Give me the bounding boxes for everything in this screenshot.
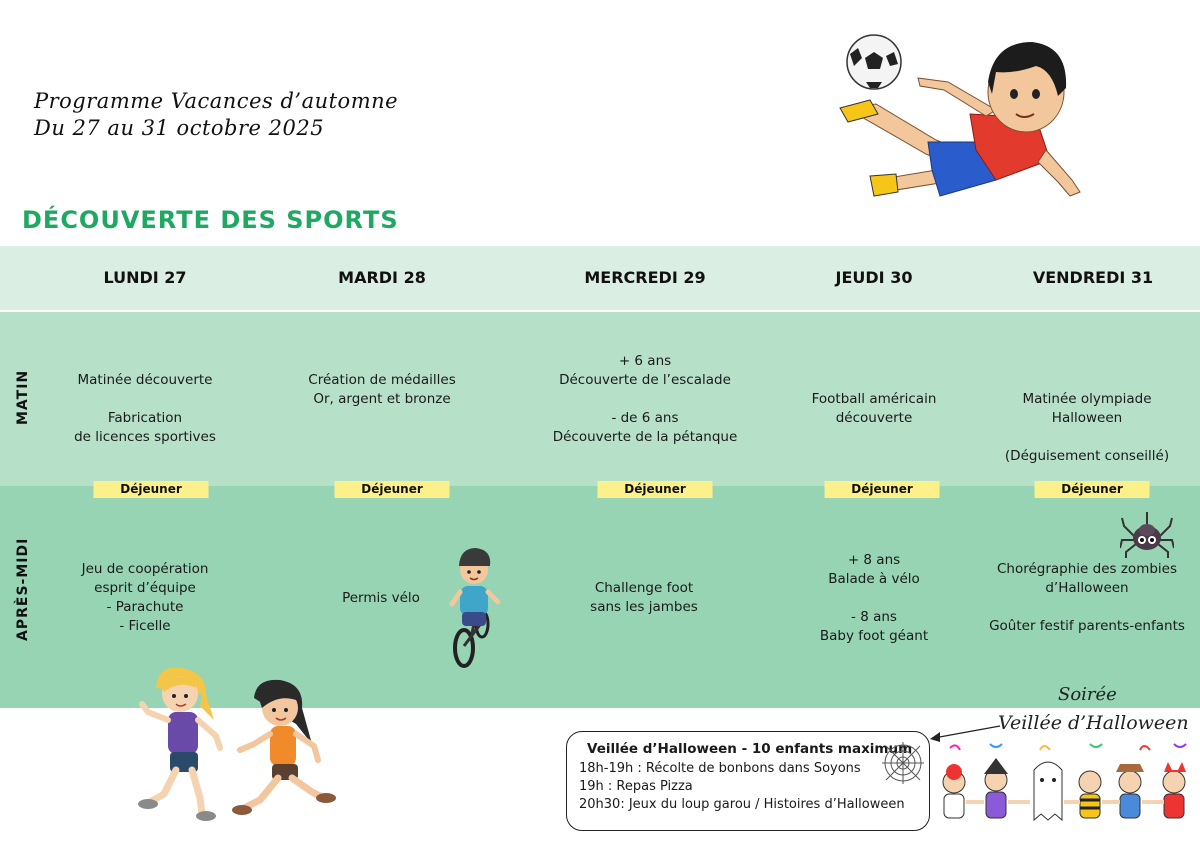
day-header-vendredi: VENDREDI 31 xyxy=(1032,268,1154,287)
cell-line xyxy=(27,390,263,409)
afternoon-cell-vendredi xyxy=(969,560,1200,636)
morning-cell-mercredi xyxy=(527,352,763,447)
cell-line: Balade à vélo xyxy=(828,571,920,587)
cyclist-illustration xyxy=(442,542,512,668)
cell-line: (Déguisement conseillé) xyxy=(1004,448,1170,464)
day-header-mardi: MARDI 28 xyxy=(338,268,426,287)
cell-line: + 6 ans xyxy=(618,353,672,369)
soiree-label: Soirée xyxy=(1058,684,1117,705)
row-label-matin: MATIN xyxy=(15,369,31,425)
spider-web-icon xyxy=(880,740,926,786)
cell-line: Football américain xyxy=(811,391,937,407)
cell-line: + 8 ans xyxy=(847,552,901,568)
cell-line: Matinée olympiade xyxy=(1022,391,1152,407)
lunch-label-lundi: Déjeuner xyxy=(94,481,209,498)
program-header xyxy=(34,88,398,142)
afternoon-cell-mercredi xyxy=(526,579,762,617)
afternoon-cell-jeudi xyxy=(756,551,992,646)
cell-line: Jeu de coopération xyxy=(81,561,209,577)
cell-line: - Parachute xyxy=(106,599,184,615)
cell-line: Halloween xyxy=(1051,410,1123,426)
lunch-label-mercredi: Déjeuner xyxy=(598,481,713,498)
running-girls-illustration xyxy=(136,664,340,832)
row-label-apres-midi: APRÈS-MIDI xyxy=(15,537,31,641)
evening-box-line: 19h : Repas Pizza xyxy=(579,779,693,794)
soccer-player-illustration xyxy=(836,30,1096,205)
cell-line: découverte xyxy=(835,410,913,426)
section-title: DÉCOUVERTE DES SPORTS xyxy=(22,206,399,234)
afternoon-cell-lundi xyxy=(27,560,263,636)
cell-line: Or, argent et bronze xyxy=(313,391,451,407)
soiree-event-label: Veillée d’Halloween xyxy=(998,712,1189,734)
cell-line: Challenge foot xyxy=(594,580,694,596)
cell-line: d’Halloween xyxy=(1045,580,1129,596)
cell-line xyxy=(969,598,1200,617)
cell-line: esprit d’équipe xyxy=(94,580,196,596)
cell-line: Permis vélo xyxy=(342,590,420,606)
evening-box-line: 20h30: Jeux du loup garou / Histoires d’Halloween xyxy=(579,797,905,812)
spider-icon xyxy=(1120,512,1174,558)
lunch-label-mardi: Déjeuner xyxy=(335,481,450,498)
cell-line: - 8 ans xyxy=(851,609,897,625)
cell-line: Baby foot géant xyxy=(819,628,929,644)
evening-box-title: Veillée d’Halloween - 10 enfants maximum xyxy=(587,741,913,757)
cell-line: - Ficelle xyxy=(119,618,171,634)
cell-line: Découverte de la pétanque xyxy=(552,429,738,445)
cell-line xyxy=(969,428,1200,447)
program-title: Programme Vacances d’automne xyxy=(34,89,399,113)
cell-line: Matinée découverte xyxy=(77,372,213,388)
cell-line: sans les jambes xyxy=(590,599,698,615)
cell-line: Fabrication xyxy=(107,410,183,426)
cell-line: - de 6 ans xyxy=(611,410,679,426)
day-header-jeudi: JEUDI 30 xyxy=(835,268,913,287)
cell-line xyxy=(527,390,763,409)
day-header-mercredi: MERCREDI 29 xyxy=(584,268,706,287)
lunch-label-jeudi: Déjeuner xyxy=(825,481,940,498)
cell-line: Création de médailles xyxy=(308,372,456,388)
cell-line: Goûter festif parents-enfants xyxy=(989,618,1185,634)
halloween-evening-box xyxy=(566,731,930,831)
cell-line: de licences sportives xyxy=(74,429,216,445)
cell-line xyxy=(756,589,992,608)
morning-cell-mardi xyxy=(264,371,500,409)
costumed-kids-illustration xyxy=(930,740,1200,836)
morning-cell-jeudi xyxy=(756,390,992,428)
day-header-lundi: LUNDI 27 xyxy=(103,268,187,287)
arrow-icon xyxy=(928,722,1002,742)
cell-line: Découverte de l’escalade xyxy=(559,372,731,388)
lunch-label-vendredi: Déjeuner xyxy=(1035,481,1150,498)
program-dates: Du 27 au 31 octobre 2025 xyxy=(34,116,325,140)
morning-cell-lundi xyxy=(27,371,263,447)
cell-line: Chorégraphie des zombies xyxy=(996,561,1178,577)
morning-cell-vendredi xyxy=(969,390,1200,466)
evening-box-line: 18h-19h : Récolte de bonbons dans Soyons xyxy=(579,761,861,776)
